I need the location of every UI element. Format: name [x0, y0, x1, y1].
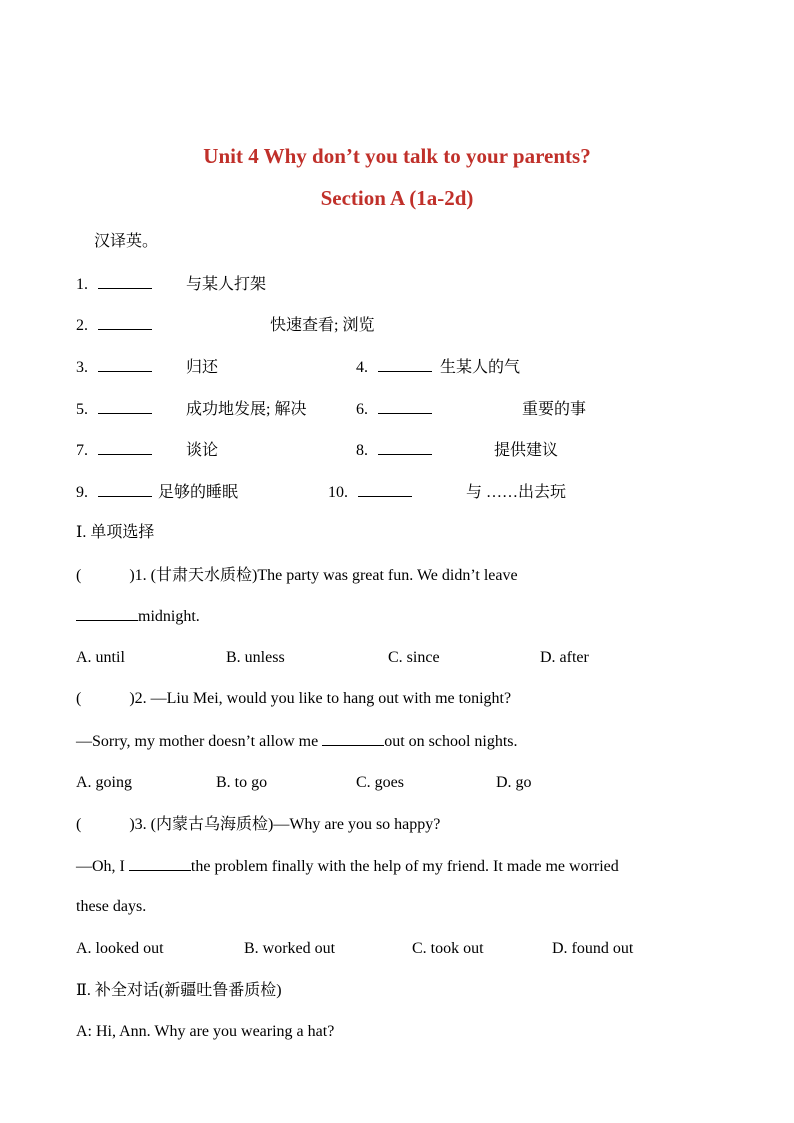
option-b[interactable]: B. unless	[226, 649, 285, 666]
question-2-line2: —Sorry, my mother doesn’t allow me out on school nights.	[76, 733, 518, 750]
section-title: Section A (1a-2d)	[320, 186, 474, 210]
option-a[interactable]: A. looked out	[76, 940, 164, 957]
question-3-stem: ( )3. (内蒙古乌海质检)—Why are you so happy?	[76, 816, 441, 833]
answer-blank[interactable]	[98, 315, 152, 330]
translation-item-1: 1. 与某人打架	[76, 276, 267, 293]
option-a[interactable]: A. going	[76, 774, 132, 791]
dialogue-line-1: A: Hi, Ann. Why are you wearing a hat?	[76, 1023, 335, 1040]
answer-blank[interactable]	[129, 856, 191, 871]
question-2-stem: ( )2. —Liu Mei, would you like to hang out with me tonight?	[76, 690, 512, 707]
answer-blank[interactable]	[98, 399, 152, 414]
answer-blank[interactable]	[98, 274, 152, 289]
question-3-line3: these days.	[76, 898, 147, 915]
answer-blank[interactable]	[378, 399, 432, 414]
question-1-continuation: midnight.	[76, 606, 200, 627]
option-a[interactable]: A. until	[76, 649, 125, 666]
section1-heading: Ⅰ. 单项选择	[76, 524, 155, 541]
answer-blank[interactable]	[98, 482, 152, 497]
translation-item-3: 3. 归还	[76, 359, 219, 376]
answer-blank[interactable]	[378, 357, 432, 372]
translation-item-7: 7. 谈论	[76, 442, 219, 459]
translation-heading: 汉译英。	[94, 233, 159, 250]
translation-item-2: 2. 快速查看; 浏览	[76, 317, 375, 334]
answer-blank[interactable]	[378, 440, 432, 455]
translation-item-9: 9. 足够的睡眠	[76, 484, 239, 501]
translation-item-6: 6. 重要的事	[356, 401, 587, 418]
question-3-line2: —Oh, I the problem finally with the help of my friend. It made me worried	[76, 858, 619, 875]
option-c[interactable]: C. goes	[356, 774, 404, 791]
translation-item-4: 4. 生某人的气	[356, 359, 521, 376]
option-d[interactable]: D. after	[540, 649, 589, 666]
option-c[interactable]: C. since	[388, 649, 440, 666]
option-c[interactable]: C. took out	[412, 940, 484, 957]
section2-heading: Ⅱ. 补全对话(新疆吐鲁番质检)	[76, 982, 282, 999]
unit-title: Unit 4 Why don’t you talk to your parents?	[203, 144, 591, 168]
answer-blank[interactable]	[98, 357, 152, 372]
option-d[interactable]: D. found out	[552, 940, 634, 957]
option-b[interactable]: B. to go	[216, 774, 268, 791]
translation-item-10: 10. 与 ……出去玩	[328, 484, 567, 501]
answer-blank[interactable]	[98, 440, 152, 455]
answer-blank[interactable]	[322, 731, 384, 746]
answer-blank[interactable]	[358, 482, 412, 497]
question-1-stem: ( )1. (甘肃天水质检)The party was great fun. We didn’t leave	[76, 567, 518, 584]
translation-item-8: 8. 提供建议	[356, 442, 559, 459]
option-b[interactable]: B. worked out	[244, 940, 336, 957]
answer-blank[interactable]	[76, 606, 138, 621]
translation-item-5: 5. 成功地发展; 解决	[76, 401, 307, 418]
option-d[interactable]: D. go	[496, 774, 532, 791]
